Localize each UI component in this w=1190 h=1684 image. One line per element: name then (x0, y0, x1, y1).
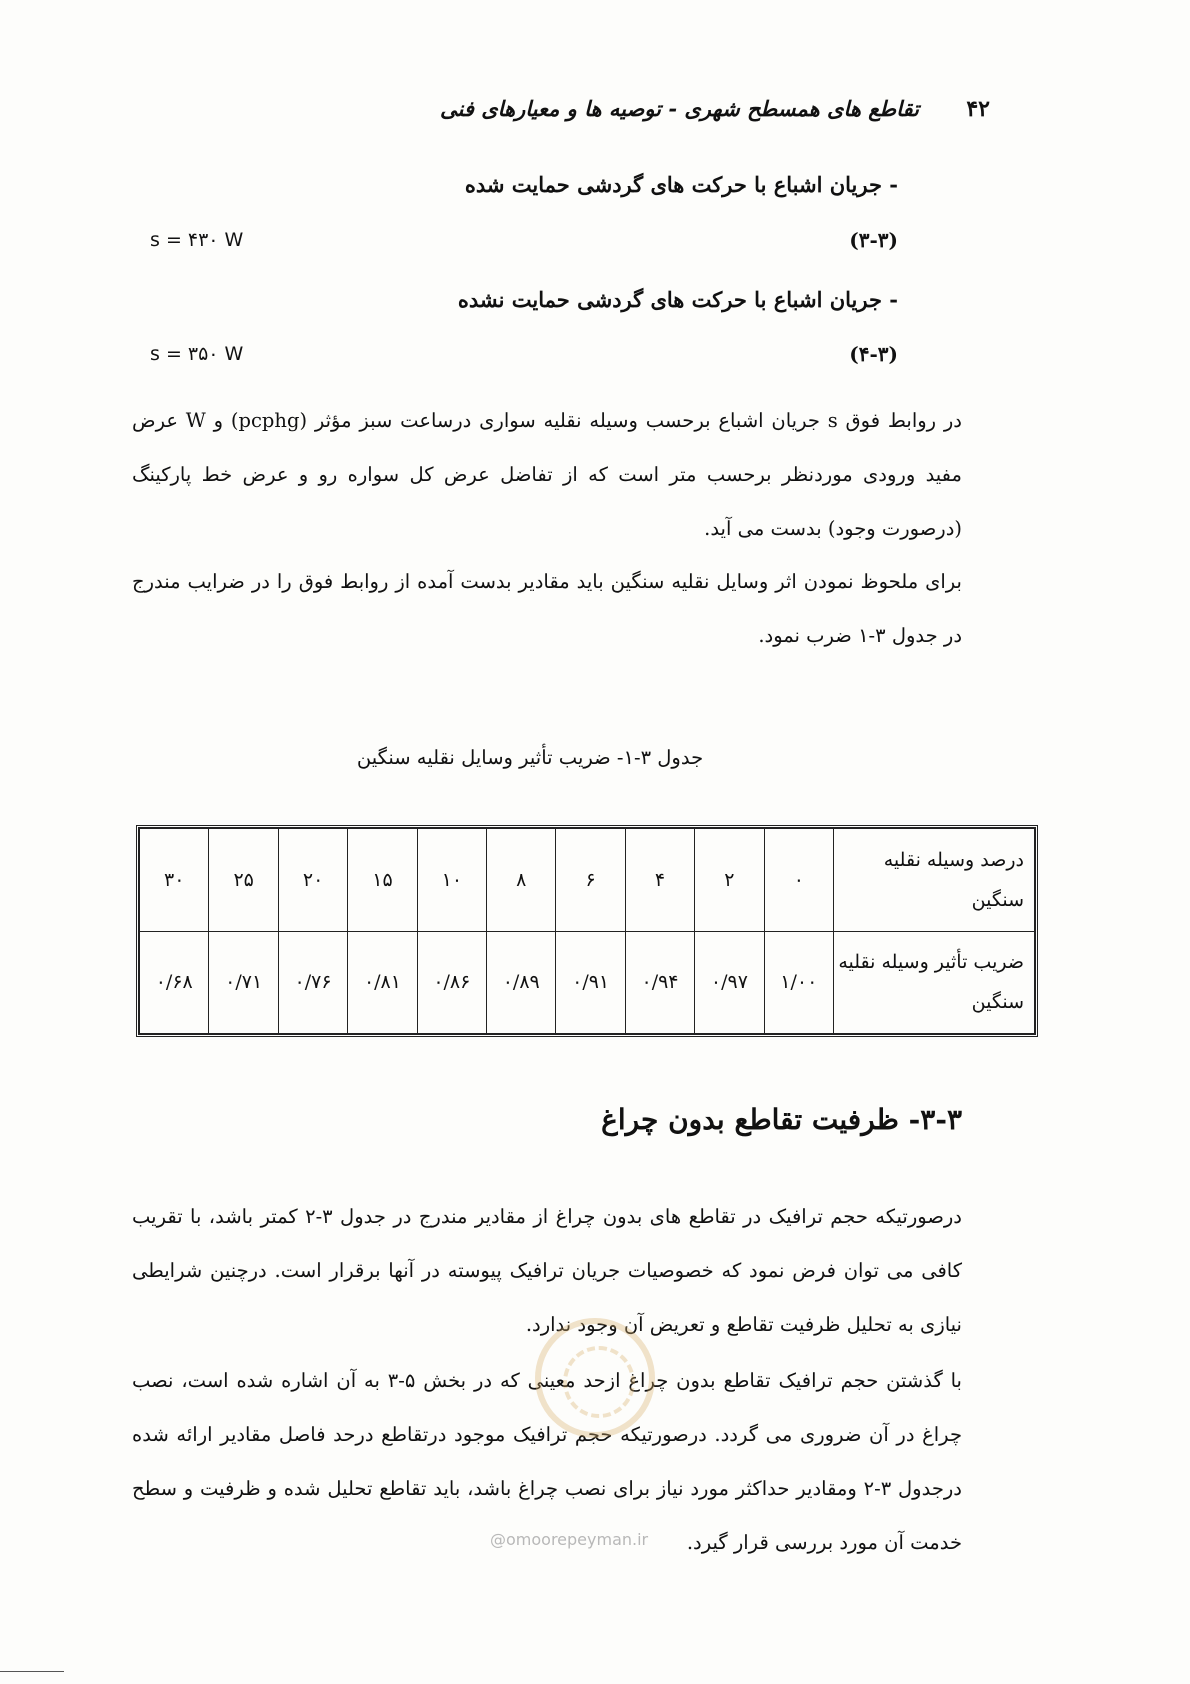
running-title: تقاطع های همسطح شهری - توصیه ها و معیارهای فنی (440, 96, 919, 121)
equation-number: (۳-۳) (849, 228, 898, 252)
section-heading: ۳-۳- ظرفیت تقاطع بدون چراغ (601, 1103, 962, 1136)
table-cell: ۶ (556, 829, 625, 932)
table-row-header: درصد وسیله نقلیه سنگین (834, 829, 1035, 932)
bottom-rule (0, 1671, 64, 1672)
heavy-vehicle-table (136, 825, 1038, 1037)
table-cell: ۲۵ (209, 829, 278, 932)
table-cell: ۰/۷۶ (278, 931, 347, 1034)
table-cell: ۰/۹۷ (695, 931, 764, 1034)
paragraph: در روابط فوق s جریان اشباع برحسب وسیله نقلیه سواری درساعت سبز مؤثر (pcphg) و W عرض مفید ورودی موردنظر برحسب متر است که از تفاضل عرض کل سواره رو و عرض خط پارکینگ (درصورت وجود) بدست می آید. (132, 409, 962, 540)
equation-number: (۴-۳) (849, 342, 898, 366)
table-cell: ۰/۹۱ (556, 931, 625, 1034)
formula-label: - جریان اشباع با حرکت های گردشی حمایت نشده (457, 287, 898, 312)
table-row (140, 829, 1035, 932)
table-cell: ۱/۰۰ (764, 931, 833, 1034)
table-cell: ۱۵ (348, 829, 417, 932)
paragraph: درصورتیکه حجم ترافیک در تقاطع های بدون چراغ از مقادیر مندرج در جدول ۳-۲ کمتر باشد، با تقریب کافی می توان فرض نمود که خصوصیات جریان ترافیک پیوسته در آنها برقرار است. درچنین شرایطی نیازی به تحلیل ظرفیت تقاطع و تعریض آن وجود ندارد. (132, 1205, 962, 1336)
table-cell: ۳۰ (140, 829, 209, 932)
paragraph-block (132, 555, 962, 663)
watermark-url: @omoorepeyman.ir (490, 1530, 649, 1549)
table-row-header: ضریب تأثیر وسیله نقلیه سنگین (834, 931, 1035, 1034)
table-cell: ۱۰ (417, 829, 486, 932)
equation: s = ۳۵۰ W (150, 343, 244, 365)
running-header (440, 96, 990, 122)
paragraph-block (132, 1190, 962, 1352)
formula-label: - جریان اشباع با حرکت های گردشی حمایت شده (464, 172, 898, 197)
table-row (140, 931, 1035, 1034)
equation: s = ۴۳۰ W (150, 229, 244, 251)
table-cell: ۸ (487, 829, 556, 932)
table-cell: ۰/۸۱ (348, 931, 417, 1034)
table-caption: جدول ۳-۱- ضریب تأثیر وسایل نقلیه سنگین (356, 746, 704, 769)
page-number: ۴۲ (966, 96, 990, 122)
stamp-ring (563, 1346, 635, 1418)
paragraph-block (132, 394, 962, 556)
paragraph: با گذشتن حجم ترافیک تقاطع بدون چراغ ازحد معینی که در بخش ۵-۳ به آن اشاره شده است، نصب چراغ در آن ضروری می گردد. درصورتیکه حجم ترافیک موجود درتقاطع درحد فاصل مقادیر ارائه شده درجدول ۳-۲ ومقادیر حداکثر مورد نیاز برای نصب چراغ باشد، باید تقاطع تحلیل شده و ظرفیت و سطح خدمت آن مورد بررسی قرار گیرد. (132, 1369, 962, 1554)
table-cell: ۰/۶۸ (140, 931, 209, 1034)
table-cell: ۰/۷۱ (209, 931, 278, 1034)
table-cell: ۰/۸۶ (417, 931, 486, 1034)
table-cell: ۰/۹۴ (625, 931, 694, 1034)
paragraph: برای ملحوظ نمودن اثر وسایل نقلیه سنگین باید مقادیر بدست آمده از روابط فوق را در ضرایب مندرج در جدول ۳-۱ ضرب نمود. (132, 570, 962, 647)
table-cell: ۰ (764, 829, 833, 932)
table-cell: ۲۰ (278, 829, 347, 932)
table-cell: ۲ (695, 829, 764, 932)
table-cell: ۰/۸۹ (487, 931, 556, 1034)
watermark-stamp-icon (535, 1318, 655, 1438)
table-cell: ۴ (625, 829, 694, 932)
